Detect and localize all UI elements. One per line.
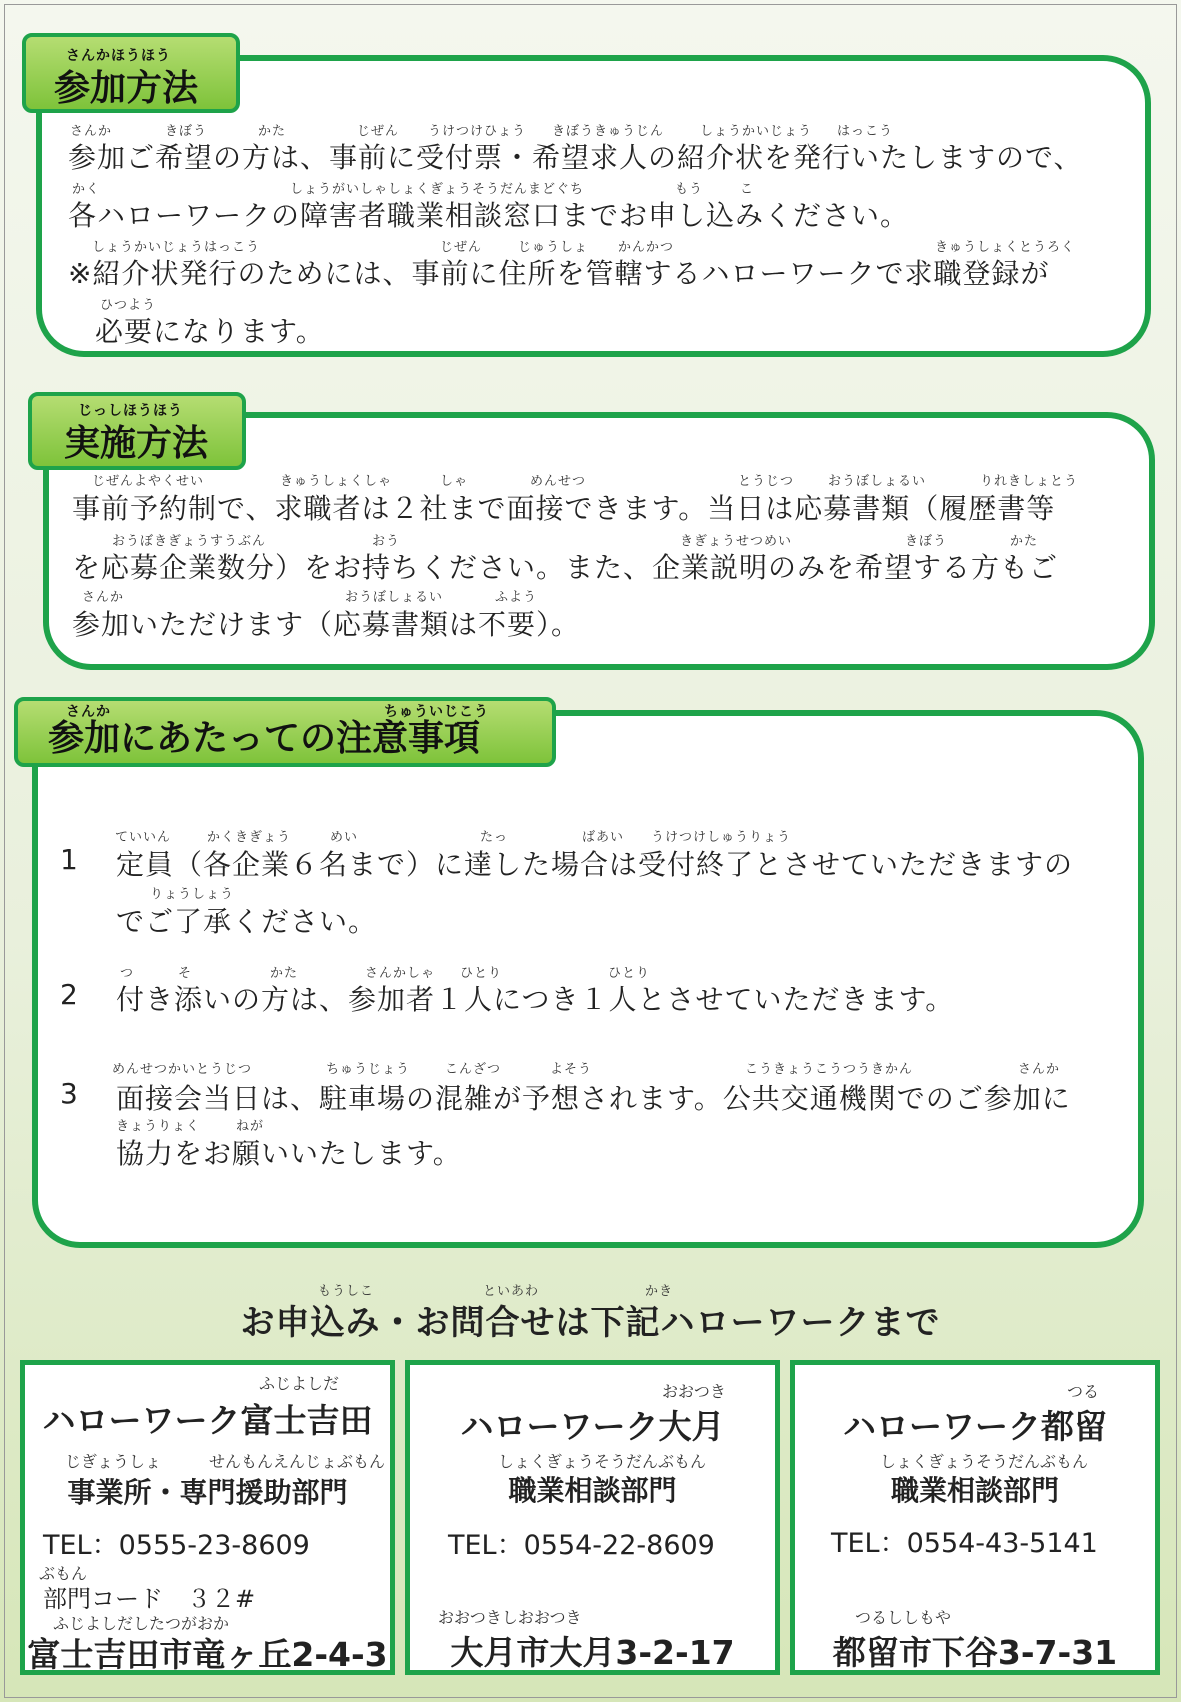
ruby: さんか (70, 124, 113, 139)
ruby: じぜんよやくせい (92, 474, 205, 489)
ruby: そ (178, 966, 193, 981)
ruby: ひとり (460, 966, 503, 981)
contact-heading: お申込み・お問合せは下記ハローワークまで (240, 1303, 941, 1343)
section1-line-4: 必要になります。 (95, 315, 325, 348)
section1-line-3: ※紹介状発行のためには、事前に住所を管轄するハローワークで求職登録が (68, 257, 1050, 290)
office-name: ハローワーク大月 (460, 1407, 725, 1446)
ruby: りょうしょう (150, 887, 235, 902)
ruby: めんせつかいとうじつ (112, 1062, 253, 1077)
ruby: よそう (550, 1062, 593, 1077)
ruby: めんせつ (530, 474, 587, 489)
item-1-line-1: 定員（各企業６名まで）に達した場合は受付終了とさせていただきますの (116, 848, 1074, 881)
ruby: おう (372, 534, 401, 549)
ruby: かくきぎょう (207, 830, 292, 845)
office-fujiyoshida (20, 1360, 395, 1675)
item-1-line-2: でご了承ください。 (116, 905, 378, 938)
ruby: おおつきしおおつき (438, 1608, 582, 1627)
section1-line-1: 参加ご希望の方は、事前に受付票・希望求人の紹介状を発行いたしますので、 (68, 141, 1083, 174)
section2-line-2: を応募企業数分）をお持ちください。また、企業説明のみを希望する方もご (72, 551, 1059, 584)
section2-line-1: 事前予約制で、求職者は２社まで面接できます。当日は応募書類（履歴書等 (72, 492, 1056, 525)
ruby: じゅうしょ (518, 240, 589, 255)
participation-method-tab (22, 33, 240, 113)
office-tel: TEL：0555-23-8609 (43, 1530, 310, 1561)
ruby: こうきょうこうつうきかん (745, 1062, 914, 1077)
ruby: しょうかいじょうはっこう (92, 240, 261, 255)
item-number: 3 (60, 1077, 78, 1110)
ruby: きぼうきゅうじん (552, 124, 665, 139)
office-tel: TEL：0554-22-8609 (448, 1530, 715, 1561)
ruby: かた (1010, 534, 1039, 549)
office-tel: TEL：0554-43-5141 (831, 1528, 1098, 1559)
ruby: おうぼしょるい (345, 590, 444, 605)
ruby: ふじよしだしたつがおか (53, 1614, 230, 1633)
office-otsuki (405, 1360, 780, 1675)
ruby: おうぼきぎょうすうぶん (112, 534, 267, 549)
ruby: さんか (82, 590, 125, 605)
ruby: ふじよしだ (259, 1374, 340, 1393)
ruby: はっこう (837, 124, 894, 139)
ruby: じぜん (440, 240, 483, 255)
ruby: きぼう (165, 124, 208, 139)
ruby: ちゅうじょう (326, 1062, 411, 1077)
office-dept-code: 部門コード ３２# (43, 1585, 256, 1613)
ruby: もう (675, 182, 704, 197)
ruby: ひとり (608, 966, 651, 981)
ruby: といあわ (483, 1284, 540, 1299)
ruby: こんざつ (445, 1062, 502, 1077)
office-address: 富士吉田市竜ヶ丘2-4-3 (27, 1635, 388, 1674)
ruby: きゅうしょくとうろく (935, 240, 1076, 255)
ruby: うけつけしゅうりょう (651, 830, 792, 845)
ruby: かんかつ (618, 240, 675, 255)
tab-title: 参加にあたっての注意事項 (48, 718, 481, 759)
tab-ruby: さんか (66, 704, 111, 720)
item-3-line-2: 協力をお願いいたします。 (116, 1137, 462, 1170)
item-2-line-1: 付き添いの方は、参加者１人につき１人とさせていただきます。 (116, 983, 955, 1016)
item-number: 2 (60, 978, 78, 1011)
office-dept: 職業相談部門 (508, 1474, 677, 1507)
ruby: とうじつ (738, 474, 795, 489)
ruby: つるししもや (855, 1608, 952, 1627)
implementation-method-tab (28, 392, 246, 470)
ruby: つる (1067, 1382, 1100, 1401)
tab-ruby: さんかほうほう (66, 48, 171, 64)
ruby: しょうかいじょう (700, 124, 813, 139)
item-number: 1 (60, 843, 78, 876)
ruby: ひつよう (100, 298, 157, 313)
ruby: かく (72, 182, 101, 197)
office-name: ハローワーク都留 (843, 1407, 1107, 1446)
office-address: 都留市下谷3-7-31 (832, 1633, 1118, 1672)
ruby: めい (330, 830, 359, 845)
office-name: ハローワーク富士吉田 (42, 1401, 373, 1440)
ruby: きぎょうせつめい (680, 534, 793, 549)
ruby: ていいん (115, 830, 172, 845)
office-tsuru (790, 1360, 1160, 1675)
ruby: きゅうしょくしゃ (280, 474, 393, 489)
ruby: りれきしょとう (980, 474, 1079, 489)
ruby: じぎょうしょ せんもんえんじょぶもん (65, 1452, 386, 1471)
ruby: さんか (1018, 1062, 1061, 1077)
ruby: しょうがいしゃしょくぎょうそうだんまどぐち (290, 182, 585, 197)
ruby: しゃ (440, 474, 469, 489)
ruby: おおつき (662, 1382, 726, 1401)
ruby: おうぼしょるい (828, 474, 927, 489)
section1-line-2: 各ハローワークの障害者職業相談窓口までお申し込みください。 (68, 199, 910, 232)
ruby: こ (740, 182, 755, 197)
ruby: しょくぎょうそうだんぶもん (880, 1452, 1089, 1471)
ruby: さんかしゃ (365, 966, 436, 981)
section2-line-3: 参加いただけます（応募書類は不要）。 (72, 608, 581, 641)
ruby: たっ (480, 830, 509, 845)
tab-title: 参加方法 (54, 68, 199, 109)
notes-tab (14, 697, 556, 767)
ruby: つ (120, 966, 135, 981)
ruby: ふよう (495, 590, 538, 605)
ruby: しょくぎょうそうだんぶもん (498, 1452, 707, 1471)
ruby: かた (270, 966, 299, 981)
ruby: うけつけひょう (428, 124, 527, 139)
ruby: ねが (236, 1119, 265, 1134)
ruby: きょうりょく (116, 1119, 201, 1134)
office-address: 大月市大月3-2-17 (450, 1633, 735, 1672)
ruby: ばあい (582, 830, 625, 845)
ruby: きぼう (905, 534, 948, 549)
ruby: かた (258, 124, 287, 139)
ruby: ぶもん (39, 1564, 88, 1583)
tab-ruby: じっしほうほう (78, 403, 183, 419)
office-dept: 職業相談部門 (890, 1474, 1059, 1507)
ruby: じぜん (357, 124, 400, 139)
tab-ruby: ちゅういじこう (384, 704, 489, 720)
ruby: かき (645, 1284, 674, 1299)
item-3-line-1: 面接会当日は、駐車場の混雑が予想されます。公共交通機関でのご参加に (116, 1082, 1071, 1115)
ruby: もうしこ (318, 1284, 375, 1299)
office-dept: 事業所・専門援助部門 (67, 1476, 348, 1509)
tab-title: 実施方法 (64, 423, 209, 464)
